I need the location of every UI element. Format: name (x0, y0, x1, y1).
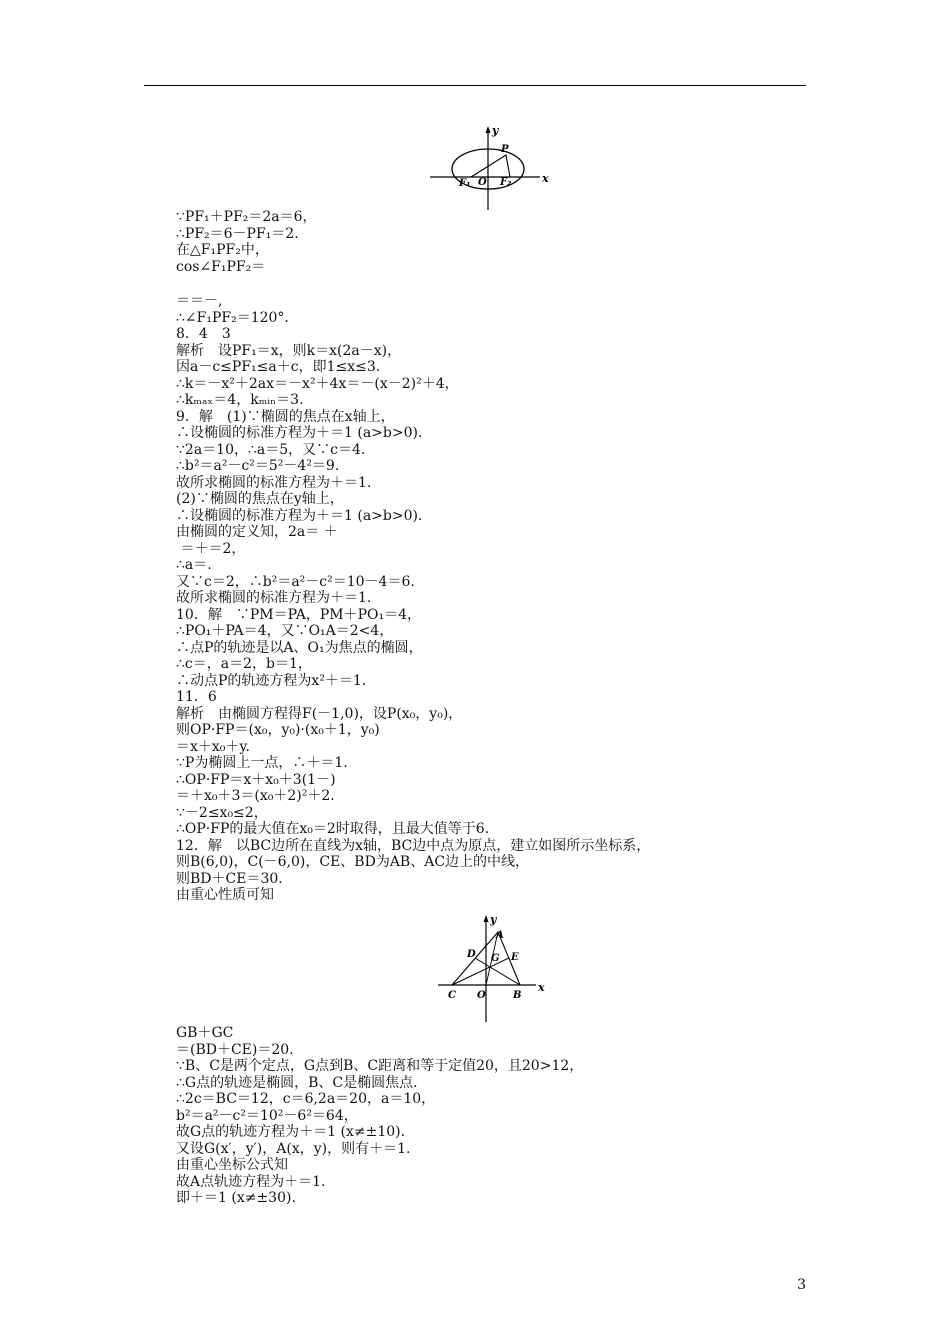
solution-text-block-1 (176, 209, 650, 904)
vertex-a-label: A (496, 930, 504, 941)
text-line: GB＋GC (176, 1025, 234, 1041)
text-line: ∵2a＝10，∴a＝5，又∵c＝4. (176, 441, 366, 458)
text-line: ＝＝－, (176, 293, 223, 309)
midpoint-d-label: D (467, 949, 476, 960)
page-number: 3 (797, 1277, 806, 1293)
text-line: ∵－2≤x₀≤2， (176, 804, 268, 821)
text-line: ＝(BD＋CE)＝20. (176, 1041, 294, 1058)
point-p-label: P (501, 144, 509, 155)
triangle-diagram (436, 910, 548, 1025)
ellipse-figure (428, 122, 558, 214)
text-line: 因a－c≤PF₁≤a＋c，即1≤x≤3. (176, 359, 381, 375)
triangle-figure (436, 910, 548, 1025)
y-axis-label: y (490, 913, 497, 926)
text-line: 则OP·FP＝(x₀，y₀)·(x₀＋1，y₀) (176, 722, 380, 738)
text-line: 10．解 ∵PM＝PA，PM＋PO₁＝4， (176, 606, 421, 623)
solution-text-block-2 (176, 1025, 583, 1207)
text-line: ∴2c＝BC＝12，c＝6,2a＝20，a＝10， (176, 1091, 436, 1107)
text-line: b²＝a²－c²＝10²－6²＝64， (176, 1107, 358, 1124)
text-line: 即＋＝1 (x≠±30)． (176, 1190, 306, 1206)
text-line: ∵P为椭圆上一点，∴＋＝1. (176, 755, 348, 771)
text-line: (2)∵椭圆的焦点在y轴上， (176, 491, 344, 507)
text-line: ∴a＝. (176, 557, 212, 573)
text-line: ∵PF₁＋PF₂＝2a＝6， (176, 209, 317, 225)
y-axis-label: y (492, 124, 499, 137)
vertex-c-label: C (448, 990, 456, 1001)
text-line: 解析 设PF₁＝x，则k＝x(2a－x)， (176, 342, 402, 359)
text-line: ∵B、C是两个定点，G点到B、C距离和等于定值20，且20>12， (176, 1058, 584, 1074)
text-line: ＝＋＝2， (176, 540, 246, 557)
origin-label: O (477, 990, 486, 1001)
midpoint-e-label: E (511, 952, 519, 963)
ellipse-diagram (428, 122, 558, 214)
text-line: 又设G(x′，y′)，A(x，y)，则有＋＝1. (176, 1140, 411, 1157)
text-line: 又∵c＝2，∴b²＝a²－c²＝10－4＝6. (176, 573, 415, 590)
text-line: ∴k＝－x²＋2ax＝－x²＋4x＝－(x－2)²＋4， (176, 375, 459, 392)
text-line: 11．6 (176, 689, 217, 705)
x-axis-label: x (538, 981, 545, 994)
text-line: 9．解 (1)∵椭圆的焦点在x轴上， (176, 408, 395, 425)
text-line: 8．4 3 (176, 326, 231, 342)
text-line: 则B(6,0)，C(－6,0)，CE、BD为AB、AC边上的中线， (176, 854, 530, 870)
text-line: 故所求椭圆的标准方程为＋＝1. (176, 474, 372, 491)
origin-label: O (478, 177, 487, 188)
text-line: 则BD＋CE＝30. (176, 870, 283, 887)
text-line: ＝＋x₀＋3＝(x₀＋2)²＋2. (176, 788, 335, 804)
focus-f1-label: F₁ (459, 178, 471, 189)
text-line: 12．解 以BC边所在直线为x轴，BC边中点为原点，建立如图所示坐标系， (176, 837, 651, 854)
text-line: ∴OP·FP＝x＋x₀＋3(1－) (176, 771, 336, 788)
text-line: 由重心坐标公式知 (176, 1157, 288, 1173)
text-line (176, 275, 650, 293)
focus-f2-label: F₂ (500, 177, 512, 188)
centroid-g-label: G (491, 953, 500, 964)
text-line: ∴OP·FP的最大值在x₀＝2时取得，且最大值等于6. (176, 821, 490, 837)
text-line: ∴设椭圆的标准方程为＋＝1 (a>b>0)． (176, 425, 432, 441)
text-line: ∴PF₂＝6－PF₁＝2. (176, 225, 299, 242)
text-line: 故G点的轨迹方程为＋＝1 (x≠±10)． (176, 1124, 415, 1140)
text-line: ∴G点的轨迹是椭圆，B、C是椭圆焦点. (176, 1074, 418, 1091)
text-line: ∴PO₁＋PA＝4，又∵O₁A＝2<4， (176, 623, 394, 639)
text-line: ∴动点P的轨迹方程为x²＋＝1. (176, 672, 367, 689)
vertex-b-label: B (513, 990, 522, 1001)
text-line: ∴c＝，a＝2，b＝1， (176, 656, 312, 672)
text-line: 故所求椭圆的标准方程为＋＝1. (176, 590, 372, 606)
text-line: ＝x＋x₀＋y. (176, 738, 250, 755)
text-line: 故A点轨迹方程为＋＝1. (176, 1173, 326, 1190)
text-line: ∴kₘₐₓ＝4，kₘᵢₙ＝3. (176, 392, 304, 408)
text-line: ∴∠F₁PF₂＝120°． (176, 309, 299, 326)
text-line: ∴设椭圆的标准方程为＋＝1 (a>b>0)． (176, 507, 432, 524)
text-line: ∴b²＝a²－c²＝5²－4²＝9. (176, 458, 340, 474)
x-axis-label: x (542, 172, 549, 185)
text-line: 由椭圆的定义知，2a＝ ＋ (176, 524, 338, 540)
text-line: 由重心性质可知 (176, 887, 274, 903)
text-line: 在△F₁PF₂中， (176, 242, 269, 258)
header-rule (144, 85, 806, 86)
text-line: 解析 由椭圆方程得F(－1,0)，设P(x₀，y₀)， (176, 705, 463, 722)
text-line: ∴点P的轨迹是以A、O₁为焦点的椭圆， (176, 639, 423, 656)
text-line: cos∠F₁PF₂＝ (176, 258, 266, 275)
